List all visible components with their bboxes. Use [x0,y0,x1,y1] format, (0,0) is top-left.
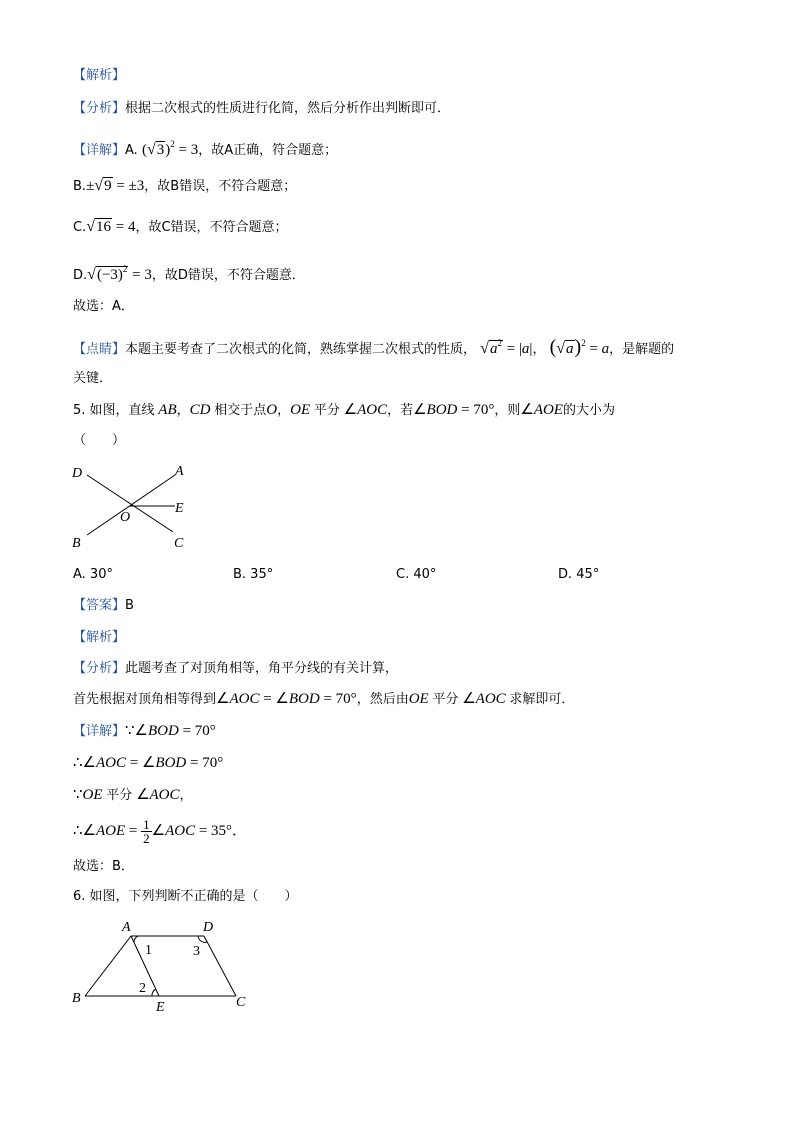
label-angle-3: 3 [193,944,200,959]
q4-dianjing: 【点睛】本题主要考查了二次根式的化简，熟练掌握二次根式的性质， $√a^2 = |a|$， $(√a)^2 = a$，是解题的 [73,336,675,358]
option-a-text: ，故A正确，符合题意； [198,143,338,158]
q5-detail-4: ∴∠AOE = $\frac{1}{2}$ ∠AOC = 35°． [73,817,248,846]
q5-stem: 5. 如图，直线 AB，CD 相交于点O，OE 平分 ∠AOC，若∠BOD = 70°，则∠AOE的大小为 [73,402,615,418]
formula-sqrt-a-squared: $(√a)^2 = a$ [549,336,610,358]
line2-d: 求解即可． [509,692,575,707]
line2-c: 平分 [432,692,459,707]
label-a: A [122,920,131,935]
dianjing-end: ，是解题的 [609,342,675,357]
label-d: D [203,920,214,935]
dianjing-text: 本题主要考查了二次根式的化简，熟练掌握二次根式的性质， [125,342,477,357]
option-b-prefix: B. [73,179,87,194]
q5-stem-oe: 平分 [313,403,340,418]
q5-figure [65,455,205,555]
q4-detail-a [73,135,337,160]
label-e: E [156,1000,165,1015]
angle-arc-2 [152,989,156,996]
q5-stem-then: ，则 [494,403,521,418]
daan-value: B [125,598,134,613]
line2-a: 首先根据对顶角相等得到 [73,692,217,707]
label-a: A [175,464,184,479]
xiangjie-tag: 【详解】 [73,143,126,158]
fenxi-tag: 【分析】 [73,101,126,116]
daan-tag: 【答案】 [73,598,126,613]
label-o: O [120,510,131,525]
segment-ab [85,936,131,996]
fenxi-text-q5: 此题考查了对顶角相等，角平分线的有关计算， [125,661,399,676]
label-c: C [174,536,184,551]
q5-guxuan: 故选：B． [73,859,134,874]
q5-stem-end: 的大小为 [562,403,615,418]
q4-guxuan: 故选：A． [73,299,134,314]
option-d-prefix: D. [73,268,88,283]
q5-option-b: B. 35° [233,567,274,582]
q5-detail-3: ∵OE 平分 ∠AOC， [73,787,193,803]
segment-dc [204,936,236,996]
dianjing-tag: 【点睛】 [73,342,126,357]
q5-stem-rest: 相交于点 [214,403,267,418]
section-jiexi-q5: 【解析】 [73,630,126,645]
option-c-prefix: C. [73,220,87,235]
xiangjie-tag-q5: 【详解】 [73,724,126,739]
option-c-text: ，故C错误，不符合题意； [135,220,288,235]
option-b-text: ，故B错误，不符合题意； [144,179,297,194]
q5-fenxi-line2: 首先根据对顶角相等得到∠AOC = ∠BOD = 70°，然后由OE 平分 ∠AOC 求解即可． [73,691,575,707]
fenxi-tag-q5: 【分析】 [73,661,126,676]
label-b: B [72,536,81,551]
q4-detail-c [73,218,288,237]
q5-stem-if: ，若 [387,403,414,418]
q4-guanjian: 关键． [73,371,113,386]
formula-b: ±√9 = ±3 [86,177,145,194]
q6-stem: 6. 如图，下列判断不正确的是（ ） [73,889,298,904]
option-a-prefix: A. [125,143,138,158]
label-d: D [72,466,83,481]
formula-sqrt-a2: $√a^2 = |a|$ [480,338,533,357]
q5-fenxi [73,660,398,678]
label-angle-1: 1 [145,943,152,958]
q4-detail-b [73,177,296,196]
q5-option-d: D. 45° [558,567,600,582]
option-d-text: ，故D错误，不符合题意． [151,268,305,283]
q5-detail-1: 【详解】∵∠BOD = 70° [73,723,216,739]
formula-d: $√(-3)^2 = 3$ [87,264,152,283]
formula-c: √16 = 4 [86,218,136,235]
q5-stem-num: 5. 如图，直线 [73,403,155,418]
label-e: E [175,501,184,516]
formula-a: $(√3)^2 = 3$ [141,139,199,158]
q5-paren: （ ） [73,433,126,448]
label-b: B [72,991,81,1006]
line2-b: ，然后由 [356,692,409,707]
q5-option-a: A. 30° [73,567,113,582]
fenxi-text: 根据二次根式的性质进行化简，然后分析作出判断即可． [125,101,451,116]
label-c: C [236,995,246,1010]
q5-option-c: C. 40° [396,567,437,582]
q4-detail-d [73,260,305,285]
q4-fenxi [73,100,450,118]
angle-arc-1 [134,936,138,942]
section-jiexi-q4: 【解析】 [73,68,126,83]
q5-daan [73,597,134,615]
q6-figure [65,912,265,1017]
label-angle-2: 2 [139,981,146,996]
q5-detail-2: ∴∠AOC = ∠BOD = 70° [73,755,224,771]
